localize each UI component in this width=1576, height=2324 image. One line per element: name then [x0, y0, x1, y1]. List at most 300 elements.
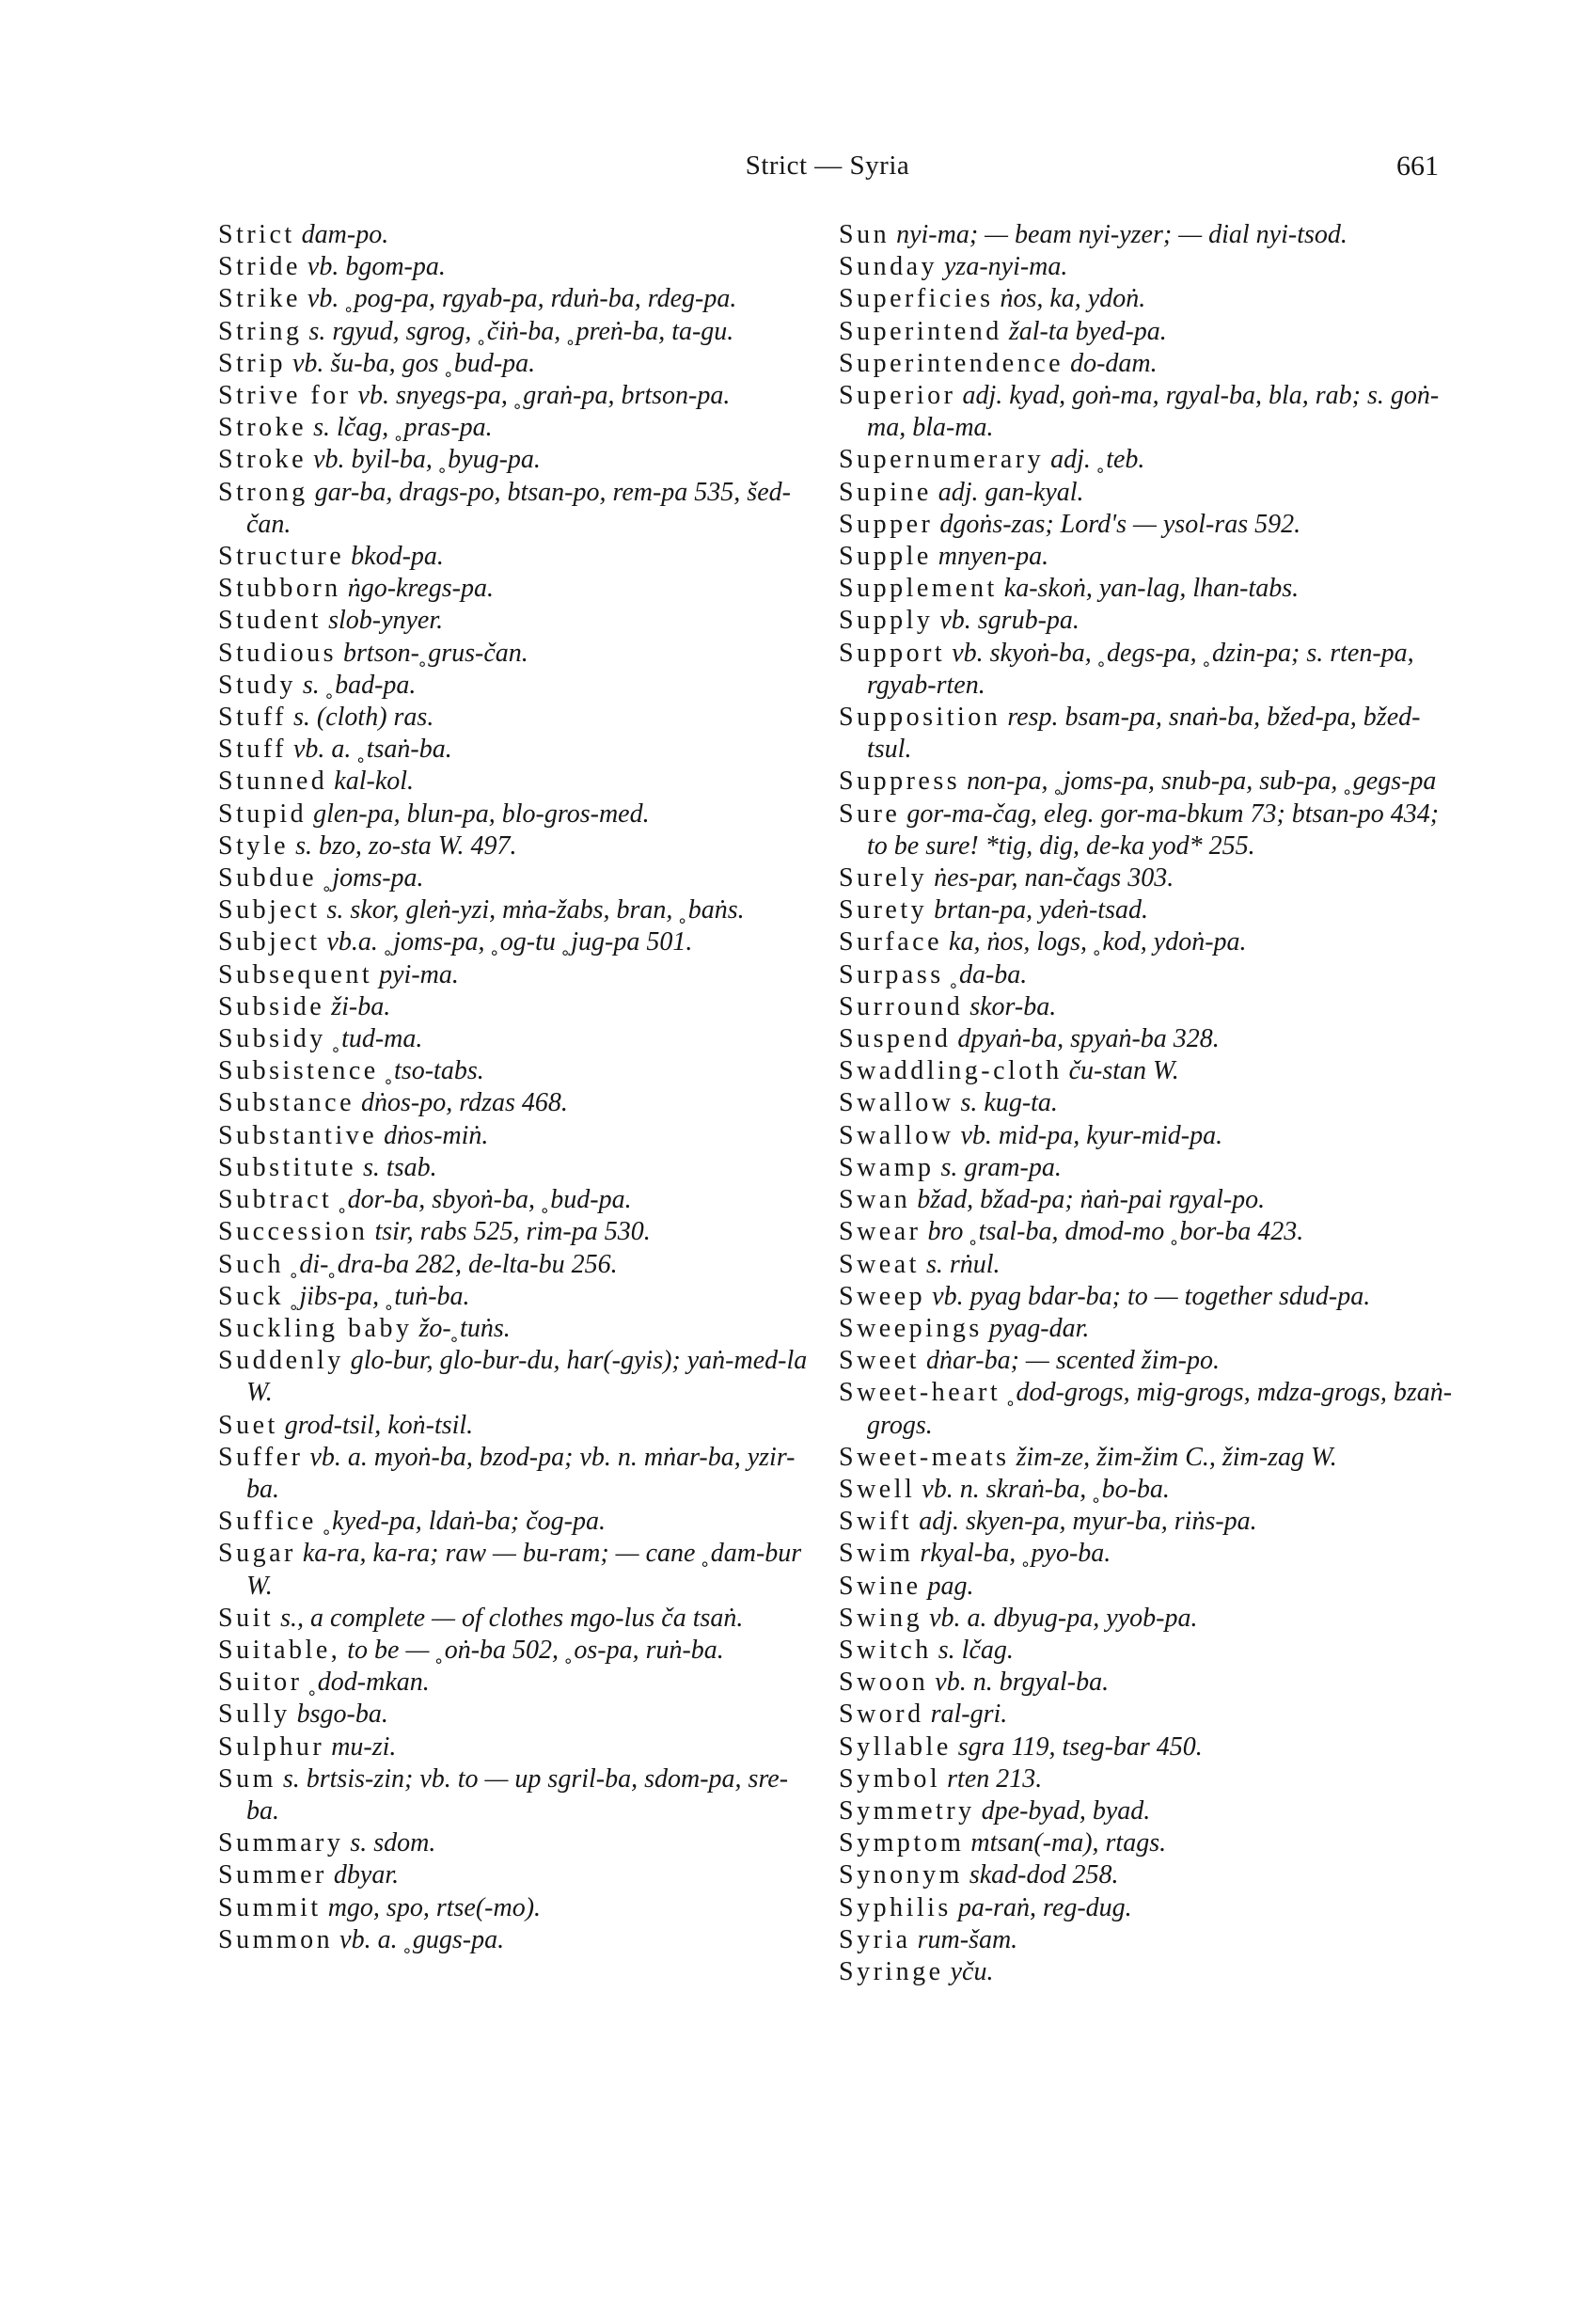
entry-headword: String: [218, 316, 303, 346]
entry-definition: s. (cloth) ras.: [293, 703, 434, 733]
entry-definition: ˳kyed-pa, ldaṅ-ba; čog-pa.: [323, 1507, 606, 1537]
entry-headword: Swear: [839, 1217, 922, 1247]
dictionary-entry: [839, 1699, 1459, 1731]
entry-headword: Study: [218, 670, 296, 700]
entry-definition: vb. a. dbyug-pa, yyob-pa.: [929, 1603, 1198, 1633]
dictionary-entry: [839, 1442, 1459, 1474]
entry-headword: Suitable,: [218, 1635, 341, 1665]
entry-definition: skor-ba.: [969, 991, 1057, 1021]
entry-definition: ṅgo-kregs-pa.: [347, 574, 494, 604]
dictionary-entry: [218, 1055, 820, 1087]
entry-headword: Subside: [218, 991, 325, 1021]
entry-definition: s. gram-pa.: [940, 1152, 1062, 1182]
dictionary-entry: [839, 959, 1459, 991]
entry-definition: glo-bur, glo-bur-du, har(-gyis); yaṅ-med-la W.: [246, 1346, 808, 1408]
entry-definition: adj. gan-kyal.: [938, 477, 1084, 507]
entry-definition: mgo, spo, rtse(-mo).: [327, 1892, 542, 1922]
entry-headword: Swift: [839, 1507, 913, 1537]
dictionary-entry: [839, 1184, 1459, 1216]
dictionary-entry: [218, 1249, 820, 1281]
dictionary-entry: [218, 219, 820, 251]
entry-definition: dpe-byad, byad.: [981, 1795, 1151, 1826]
entry-definition: adj. kyad, goṅ-ma, rgyal-ba, bla, rab; s. goṅ-ma, bla-ma.: [867, 381, 1440, 443]
dictionary-entry: [839, 1474, 1459, 1506]
dictionary-entry: [839, 1087, 1459, 1119]
entry-definition: do-dam.: [1070, 348, 1158, 378]
entry-headword: Syphilis: [839, 1892, 952, 1922]
entry-definition: bkod-pa.: [351, 542, 444, 572]
dictionary-entry: [839, 894, 1459, 926]
entry-headword: Sword: [839, 1700, 924, 1730]
entry-headword: Sweet-meats: [839, 1442, 1010, 1472]
entry-headword: Summary: [218, 1828, 344, 1858]
dictionary-entry: [839, 283, 1459, 315]
entry-definition: dbyar.: [333, 1860, 400, 1890]
dictionary-entry: [839, 1956, 1459, 1988]
entry-definition: mnyen-pa.: [938, 542, 1049, 572]
entry-definition: ṅos, ka, ydoṅ.: [1000, 284, 1146, 314]
entry-headword: Strip: [218, 348, 286, 378]
entry-headword: Strike: [218, 284, 301, 314]
entry-headword: Swallow: [839, 1120, 954, 1150]
entry-definition: ˳tud-ma.: [332, 1024, 423, 1054]
dictionary-entry: [218, 1699, 820, 1731]
entry-headword: Suit: [218, 1603, 275, 1633]
dictionary-entry: [839, 1055, 1459, 1087]
dictionary-entry: [839, 509, 1459, 541]
entry-definition: bro ˳tsal-ba, dmod-mo ˳bor-ba 423.: [927, 1217, 1304, 1247]
entry-headword: Swim: [839, 1539, 914, 1569]
entry-headword: Studious: [218, 638, 338, 668]
entry-headword: Swan: [839, 1185, 911, 1215]
entry-definition: gor-ma-čag, eleg. gor-ma-bkum 73; btsan-po 434; to be sure! *tig, dig, de-ka yod* 255.: [867, 798, 1440, 861]
entry-headword: Subsequent: [218, 959, 373, 989]
page-number: 661: [1396, 150, 1439, 182]
dictionary-entry: [839, 1795, 1459, 1827]
entry-headword: Sweep: [839, 1281, 926, 1311]
entry-definition: dṅos-po, rdzas 468.: [361, 1088, 568, 1118]
entry-headword: Stuff: [218, 735, 287, 765]
entry-definition: s. kug-ta.: [960, 1088, 1058, 1118]
entry-headword: Switch: [839, 1635, 932, 1665]
entry-headword: Suspend: [839, 1024, 952, 1054]
entry-headword: Style: [218, 830, 290, 861]
dictionary-entry: [218, 702, 820, 734]
dictionary-entry: [218, 1859, 820, 1891]
dictionary-entry: [218, 1827, 820, 1859]
dictionary-entry: [218, 991, 820, 1023]
dictionary-entry: [839, 1345, 1459, 1377]
entry-definition: yza-nyi-ma.: [944, 252, 1068, 282]
entry-definition: žo-˳tuṅs.: [418, 1313, 511, 1343]
dictionary-entry: [839, 348, 1459, 380]
entry-definition: vb. mid-pa, kyur-mid-pa.: [960, 1120, 1223, 1150]
entry-headword: Suffer: [218, 1442, 304, 1472]
dictionary-entry: [218, 412, 820, 444]
dictionary-entry: [218, 1023, 820, 1055]
entry-definition: vb. n. brgyal-ba.: [935, 1668, 1110, 1698]
entry-headword: Subtract: [218, 1185, 333, 1215]
dictionary-entry: [839, 541, 1459, 573]
entry-definition: glen-pa, blun-pa, blo-gros-med.: [313, 798, 650, 829]
dictionary-entry: [839, 444, 1459, 476]
entry-definition: ču-stan W.: [1068, 1056, 1179, 1086]
entry-definition: grod-tsil, koṅ-tsil.: [284, 1410, 474, 1440]
dictionary-entry: [218, 1120, 820, 1152]
entry-headword: Suitor: [218, 1668, 303, 1698]
entry-headword: Succession: [218, 1217, 369, 1247]
dictionary-entry: [218, 798, 820, 830]
entry-definition: adj. skyen-pa, myur-ba, riṅs-pa.: [919, 1507, 1257, 1537]
entry-headword: Summit: [218, 1892, 322, 1922]
dictionary-entry: [839, 766, 1459, 798]
entry-headword: Suck: [218, 1281, 284, 1311]
entry-headword: Swing: [839, 1603, 923, 1633]
entry-definition: dpyaṅ-ba, spyaṅ-ba 328.: [957, 1024, 1220, 1054]
entry-headword: Sunday: [839, 252, 938, 282]
dictionary-entry: [839, 1763, 1459, 1795]
entry-headword: Superintendence: [839, 348, 1064, 378]
entry-definition: s. rṅul.: [925, 1249, 1001, 1279]
dictionary-entry: [218, 1763, 820, 1827]
entry-headword: Suckling baby: [218, 1313, 413, 1343]
entry-definition: pa-raṅ, reg-dug.: [957, 1892, 1132, 1922]
dictionary-entry: [218, 1410, 820, 1442]
entry-definition: sgra 119, tseg-bar 450.: [957, 1731, 1203, 1762]
dictionary-entry: [839, 605, 1459, 637]
entry-definition: ˳da-ba.: [950, 959, 1028, 989]
entry-headword: Sully: [218, 1700, 291, 1730]
dictionary-entry: [839, 862, 1459, 894]
entry-definition: ˳dod-mkan.: [308, 1668, 430, 1698]
entry-headword: Symptom: [839, 1828, 965, 1858]
entry-headword: Surface: [839, 927, 943, 957]
entry-headword: Superior: [839, 381, 956, 411]
entry-headword: Suet: [218, 1410, 278, 1440]
entry-definition: bžad, bžad-pa; ṅaṅ-pai rgyal-po.: [917, 1185, 1266, 1215]
entry-headword: Subsistence: [218, 1056, 379, 1086]
entry-headword: Stunned: [218, 767, 328, 797]
dictionary-entry: [218, 1603, 820, 1635]
entry-definition: ka-ra, ka-ra; raw — bu-ram; — cane ˳dam-bur W.: [246, 1539, 802, 1601]
dictionary-entry: [218, 1087, 820, 1119]
entry-definition: ˳jibs-pa, ˳tuṅ-ba.: [291, 1281, 470, 1311]
dictionary-entry: [839, 1506, 1459, 1538]
entry-headword: Supple: [839, 542, 932, 572]
entry-definition: slob-ynyer.: [328, 606, 444, 636]
entry-headword: Summer: [218, 1860, 327, 1890]
entry-definition: pyag-dar.: [988, 1313, 1090, 1343]
left-column: [218, 219, 820, 1956]
entry-definition: skad-dod 258.: [969, 1860, 1119, 1890]
entry-definition: dṅos-miṅ.: [384, 1120, 489, 1150]
entry-headword: Stroke: [218, 413, 307, 443]
entry-definition: dgoṅs-zas; Lord's — ysol-ras 592.: [939, 509, 1301, 539]
dictionary-entry: [218, 766, 820, 798]
dictionary-entry: [839, 638, 1459, 702]
dictionary-entry: [839, 1635, 1459, 1667]
entry-definition: s. ˳bad-pa.: [302, 670, 417, 700]
dictionary-entry: [218, 1538, 820, 1602]
dictionary-entry: [218, 477, 820, 541]
entry-headword: Sweat: [839, 1249, 920, 1279]
dictionary-entry: [218, 1442, 820, 1506]
dictionary-entry: [218, 734, 820, 766]
entry-headword: Stubborn: [218, 574, 341, 604]
entry-headword: Symbol: [839, 1763, 941, 1794]
entry-definition: žim-ze, žim-žim C., žim-zag W.: [1016, 1442, 1337, 1472]
entry-definition: vb. snyegs-pa, ˳graṅ-pa, brtson-pa.: [357, 381, 731, 411]
dictionary-entry: [218, 283, 820, 315]
entry-headword: Subject: [218, 927, 321, 957]
dictionary-entry: [218, 605, 820, 637]
dictionary-entry: [839, 1571, 1459, 1603]
entry-headword: Summon: [218, 1924, 334, 1954]
dictionary-entry: [218, 1281, 820, 1313]
entry-headword: Surety: [839, 895, 928, 925]
entry-headword: Suffice: [218, 1507, 317, 1537]
entry-headword: Supper: [839, 509, 934, 539]
entry-definition: s. tsab.: [363, 1152, 437, 1182]
entry-headword: Suddenly: [218, 1346, 344, 1376]
entry-definition: resp. bsam-pa, snaṅ-ba, bžed-pa, bžed-tsul.: [867, 703, 1421, 765]
dictionary-entry: [218, 1667, 820, 1699]
entry-definition: rten 213.: [947, 1763, 1043, 1794]
entry-definition: ṅes-par, nan-čags 303.: [934, 863, 1174, 893]
entry-definition: ral-gri.: [930, 1700, 1008, 1730]
entry-headword: Stroke: [218, 445, 307, 475]
entry-definition: bsgo-ba.: [296, 1700, 388, 1730]
dictionary-entry: [218, 1216, 820, 1248]
entry-headword: Substantive: [218, 1120, 378, 1150]
entry-headword: Strive for: [218, 381, 352, 411]
running-head: [216, 150, 1439, 188]
dictionary-entry: [218, 926, 820, 958]
entry-headword: Swell: [839, 1474, 916, 1504]
entry-definition: brtson-˳grus-čan.: [343, 638, 528, 668]
entry-headword: Supply: [839, 606, 934, 636]
entry-definition: vb. a. ˳gugs-pa.: [339, 1924, 505, 1954]
entry-headword: Strong: [218, 477, 308, 507]
dictionary-entry: [839, 1667, 1459, 1699]
entry-definition: s., a complete — of clothes mgo-lus ča tsaṅ.: [280, 1603, 744, 1633]
dictionary-entry: [218, 1635, 820, 1667]
entry-headword: Sweepings: [839, 1313, 983, 1343]
entry-headword: Surpass: [839, 959, 944, 989]
dictionary-entry: [218, 1924, 820, 1956]
dictionary-entry: [839, 1281, 1459, 1313]
entry-definition: vb.a. ˳joms-pa, ˳og-tu ˳jug-pa 501.: [326, 927, 693, 957]
entry-definition: ˳dor-ba, sbyoṅ-ba, ˳bud-pa.: [339, 1185, 632, 1215]
entry-headword: Stuff: [218, 703, 287, 733]
dictionary-entry: [839, 1120, 1459, 1152]
dictionary-entry: [218, 251, 820, 283]
entry-headword: Such: [218, 1249, 284, 1279]
entry-definition: s. lčag, ˳pras-pa.: [313, 413, 493, 443]
dictionary-entry: [839, 1023, 1459, 1055]
entry-definition: ˳di-˳dra-ba 282, de-lta-bu 256.: [291, 1249, 618, 1279]
entry-headword: Sugar: [218, 1539, 296, 1569]
entry-headword: Subdue: [218, 863, 317, 893]
entry-headword: Supposition: [839, 703, 1001, 733]
entry-headword: Sweet-heart: [839, 1378, 1001, 1408]
entry-headword: Superficies: [839, 284, 994, 314]
entry-definition: ži-ba.: [331, 991, 391, 1021]
entry-headword: Symmetry: [839, 1795, 975, 1826]
entry-definition: adj. ˳teb.: [1050, 445, 1145, 475]
dictionary-entry: [839, 1377, 1459, 1441]
entry-headword: Swine: [839, 1571, 922, 1601]
entry-definition: vb. a. myoṅ-ba, bzod-pa; vb. n. mṅar-ba, yzir-ba.: [246, 1442, 796, 1504]
entry-headword: Sulphur: [218, 1731, 325, 1762]
entry-definition: pyi-ma.: [379, 959, 459, 989]
entry-headword: Swaddling-cloth: [839, 1056, 1063, 1086]
dictionary-entry: [218, 1892, 820, 1924]
entry-definition: tsir, rabs 525, rim-pa 530.: [374, 1217, 651, 1247]
entry-headword: Subsidy: [218, 1024, 326, 1054]
entry-definition: brtan-pa, ydeṅ-tsad.: [934, 895, 1148, 925]
entry-definition: dam-po.: [301, 220, 389, 249]
entry-headword: Syringe: [839, 1956, 944, 1986]
entry-headword: Substitute: [218, 1152, 357, 1182]
dictionary-entry: [839, 1152, 1459, 1184]
dictionary-entry: [839, 798, 1459, 862]
entry-headword: Suppress: [839, 767, 961, 797]
entry-definition: s. lčag.: [938, 1635, 1014, 1665]
dictionary-entry: [218, 573, 820, 605]
entry-headword: Syria: [839, 1924, 911, 1954]
dictionary-entry: [218, 1345, 820, 1409]
dictionary-entry: [218, 1184, 820, 1216]
entry-definition: žal-ta byed-pa.: [1008, 316, 1167, 346]
dictionary-entry: [839, 1924, 1459, 1956]
dictionary-entry: [839, 1313, 1459, 1345]
entry-definition: vb. sgrub-pa.: [939, 606, 1080, 636]
entry-headword: Swallow: [839, 1088, 954, 1118]
dictionary-entry: [839, 1731, 1459, 1763]
entry-headword: Substance: [218, 1088, 355, 1118]
dictionary-entry: [218, 444, 820, 476]
dictionary-entry: [218, 959, 820, 991]
entry-headword: Sun: [839, 220, 890, 249]
entry-definition: non-pa, ˳joms-pa, snub-pa, sub-pa, ˳gegs-pa: [967, 767, 1437, 797]
dictionary-entry: [839, 219, 1459, 251]
entry-definition: yču.: [950, 1956, 994, 1986]
dictionary-entry: [218, 1731, 820, 1763]
entry-definition: vb. ˳pog-pa, rgyab-pa, rduṅ-ba, rdeg-pa.: [307, 284, 737, 314]
entry-definition: vb. bgom-pa.: [307, 252, 446, 282]
dictionary-entry: [839, 573, 1459, 605]
dictionary-entry: [839, 926, 1459, 958]
dictionary-entry: [218, 830, 820, 862]
entry-definition: to be — ˳oṅ-ba 502, ˳os-pa, ruṅ-ba.: [347, 1635, 724, 1665]
dictionary-entry: [839, 991, 1459, 1023]
entry-definition: ka, ṅos, logs, ˳kod, ydoṅ-pa.: [949, 927, 1247, 957]
entry-definition: vb. šu-ba, gos ˳bud-pa.: [292, 348, 536, 378]
entry-headword: Supernumerary: [839, 445, 1045, 475]
right-column: [839, 219, 1459, 1988]
entry-definition: s. sdom.: [350, 1828, 436, 1858]
entry-definition: ˳joms-pa.: [323, 863, 424, 893]
dictionary-entry: [218, 380, 820, 412]
dictionary-entry: [839, 477, 1459, 509]
entry-definition: rum-šam.: [917, 1924, 1018, 1954]
dictionary-entry: [839, 1827, 1459, 1859]
entry-headword: Structure: [218, 542, 345, 572]
dictionary-entry: [839, 316, 1459, 348]
entry-definition: mu-zi.: [331, 1731, 397, 1762]
dictionary-entry: [839, 1859, 1459, 1891]
dictionary-entry: [218, 316, 820, 348]
entry-definition: gar-ba, drags-po, btsan-po, rem-pa 535, šed-čan.: [246, 477, 791, 539]
entry-definition: vb. skyoṅ-ba, ˳degs-pa, ˳dzin-pa; s. rten-pa, rgyab-rten.: [867, 638, 1414, 700]
dictionary-entry: [839, 380, 1459, 444]
dictionary-entry: [839, 1538, 1459, 1570]
entry-headword: Student: [218, 606, 323, 636]
entry-definition: vb. byil-ba, ˳byug-pa.: [313, 445, 541, 475]
dictionary-entry: [839, 702, 1459, 766]
dictionary-entry: [839, 1216, 1459, 1248]
dictionary-entry: [218, 894, 820, 926]
entry-headword: Synonym: [839, 1860, 963, 1890]
entry-headword: Superintend: [839, 316, 1002, 346]
dictionary-entry: [218, 1313, 820, 1345]
entry-headword: Supine: [839, 477, 932, 507]
entry-headword: Surround: [839, 991, 964, 1021]
dictionary-entry: [839, 1892, 1459, 1924]
entry-headword: Swamp: [839, 1152, 935, 1182]
dictionary-entry: [218, 670, 820, 702]
entry-definition: s. rgyud, sgrog, ˳čiṅ-ba, ˳preṅ-ba, ta-gu.: [308, 316, 734, 346]
dictionary-entry: [218, 348, 820, 380]
entry-headword: Surely: [839, 863, 928, 893]
entry-definition: vb. n. skraṅ-ba, ˳bo-ba.: [922, 1474, 1170, 1504]
entry-definition: s. brtsis-zin; vb. to — up sgril-ba, sdom-pa, sre-ba.: [246, 1763, 789, 1826]
dictionary-entry: [218, 541, 820, 573]
entry-definition: s. bzo, zo-sta W. 497.: [295, 830, 517, 861]
page-title: Strict — Syria: [745, 150, 910, 181]
entry-definition: ˳dod-grogs, mig-grogs, mdza-grogs, bzaṅ-grogs.: [867, 1378, 1453, 1440]
dictionary-entry: [218, 862, 820, 894]
entry-headword: Sweet: [839, 1346, 920, 1376]
entry-definition: ˳tso-tabs.: [385, 1056, 484, 1086]
entry-definition: pag.: [927, 1571, 974, 1601]
dictionary-entry: [218, 1506, 820, 1538]
entry-headword: Support: [839, 638, 946, 668]
entry-headword: Stride: [218, 252, 301, 282]
dictionary-entry: [218, 638, 820, 670]
entry-definition: ka-skoṅ, yan-lag, lhan-tabs.: [1003, 574, 1300, 604]
dictionary-entry: [218, 1152, 820, 1184]
entry-headword: Swoon: [839, 1668, 929, 1698]
dictionary-entry: [839, 251, 1459, 283]
entry-headword: Stupid: [218, 798, 307, 829]
entry-definition: rkyal-ba, ˳pyo-ba.: [920, 1539, 1111, 1569]
entry-definition: nyi-ma; — beam nyi-yzer; — dial nyi-tsod.: [896, 220, 1347, 249]
entry-definition: vb. a. ˳tsaṅ-ba.: [293, 735, 452, 765]
entry-definition: kal-kol.: [334, 767, 415, 797]
entry-headword: Supplement: [839, 574, 998, 604]
dictionary-entry: [839, 1603, 1459, 1635]
entry-definition: vb. pyag bdar-ba; to — together sdud-pa.: [932, 1281, 1371, 1311]
entry-headword: Strict: [218, 220, 295, 249]
dictionary-entry: [839, 1249, 1459, 1281]
entry-headword: Sum: [218, 1763, 276, 1794]
entry-definition: s. skor, gleṅ-yzi, mṅa-žabs, bran, ˳baṅs.: [326, 895, 745, 925]
entry-definition: mtsan(-ma), rtags.: [970, 1828, 1167, 1858]
entry-headword: Subject: [218, 895, 321, 925]
entry-headword: Syllable: [839, 1731, 952, 1762]
